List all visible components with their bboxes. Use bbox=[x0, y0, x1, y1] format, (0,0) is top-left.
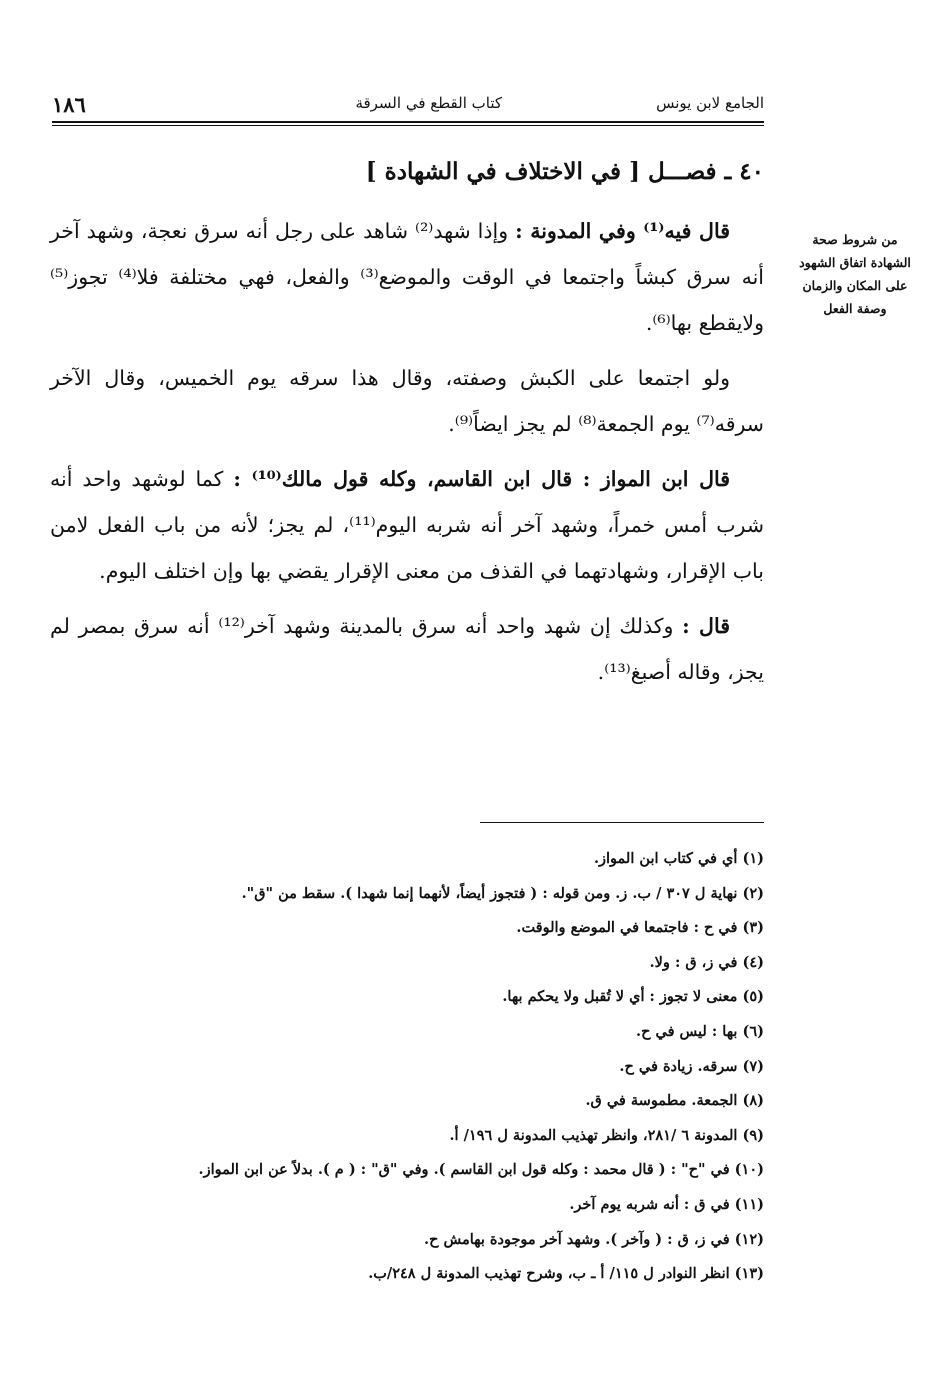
paragraph-text: وإذا شهد⁽²⁾ شاهد على رجل أنه سرق نعجة، وشهد آخر أنه سرق كبشاً واجتمعا في الوقت والموضع⁽³⁾ والفعل، فهي مختلفة فلا⁽⁴⁾ تجوز⁽⁵⁾ ولايقطع بها⁽⁶⁾. bbox=[50, 219, 764, 335]
main-text bbox=[50, 208, 764, 704]
footnote: (٢) نهاية ل ٣٠٧ / ب. ز. ومن قوله : ( فتجوز أيضاً، لأنهما إنما شهدا ). سقط من "ق". bbox=[241, 884, 764, 902]
footnote: (٨) الجمعة. مطموسة في ق. bbox=[585, 1092, 764, 1110]
paragraph-text: وكذلك إن شهد واحد أنه سرق بالمدينة وشهد آخر⁽¹²⁾ أنه سرق بمصر لم يجز، وقاله أصبغ⁽¹³⁾. bbox=[50, 614, 764, 684]
footnote: (١٣) انظر النوادر ل ١١٥/ أ ـ ب، وشرح تهذيب المدونة ل ٢٤٨/ب. bbox=[368, 1265, 764, 1283]
margin-note bbox=[780, 228, 930, 320]
margin-note-line: الشهادة اتفاق الشهود bbox=[799, 255, 911, 270]
footnote: (٣) في ح : فاجتمعا في الموضع والوقت. bbox=[516, 919, 764, 937]
paragraph bbox=[50, 355, 764, 447]
footnote: (٦) بها : ليس في ح. bbox=[636, 1022, 764, 1040]
section-title: ٤٠ ـ فصـــل [ في الاختلاف في الشهادة ] bbox=[365, 158, 764, 185]
margin-note-line: على المكان والزمان bbox=[802, 278, 908, 293]
footnote: (٩) المدونة ٦ /٢٨١، وانظر تهذيب المدونة ل ١٩٦/ أ. bbox=[449, 1126, 764, 1144]
footnote: (١) أي في كتاب ابن المواز. bbox=[593, 850, 764, 867]
footnote: (١٢) في ز، ق : ( وآخر ). وشهد آخر موجودة بهامش ح. bbox=[424, 1230, 764, 1248]
paragraph bbox=[50, 456, 764, 594]
paragraph-lead: قال : bbox=[682, 614, 731, 638]
paragraph-text: ولو اجتمعا على الكبش وصفته، وقال هذا سرقه يوم الخميس، وقال الآخر سرقه⁽⁷⁾ يوم الجمعة⁽⁸⁾ لم يجز ايضاً⁽⁹⁾. bbox=[50, 366, 764, 436]
footnote: (٧) سرقه. زيادة في ح. bbox=[619, 1057, 764, 1075]
footnote: (٥) معنى لا تجوز : أي لا تُقبل ولا يحكم بها. bbox=[502, 988, 764, 1006]
header-rule bbox=[52, 121, 764, 126]
margin-note-line: من شروط صحة bbox=[812, 232, 898, 247]
footnote: (١١) في ق : أنه شربه يوم آخر. bbox=[569, 1195, 764, 1213]
footnote-separator bbox=[480, 822, 764, 823]
margin-note-line: وصفة الفعل bbox=[823, 301, 887, 316]
footnotes bbox=[80, 842, 764, 1292]
footnote: (٤) في ز، ق : ولا. bbox=[649, 953, 764, 971]
paragraph bbox=[50, 208, 764, 346]
paragraph-lead: قال فيه⁽¹⁾ وفي المدونة : bbox=[515, 219, 730, 243]
book-title: الجامع لابن يونس bbox=[656, 94, 764, 112]
paragraph-text: كما لوشهد واحد أنه شرب أمس خمراً، وشهد آخر أنه شربه اليوم⁽¹¹⁾، لم يجز؛ لأنه من باب الفعل لامن باب الإقرار، وشهادتهما في القذف من معنى الإقرار يقضي بها وإن اختلف اليوم. bbox=[50, 467, 764, 583]
running-header bbox=[52, 92, 764, 120]
paragraph-lead: قال ابن المواز : قال ابن القاسم، وكله قول مالك⁽¹⁰⁾ : bbox=[233, 467, 731, 491]
chapter-title: كتاب القطع في السرقة bbox=[355, 94, 502, 112]
paragraph bbox=[50, 603, 764, 695]
page-number: ١٨٦ bbox=[52, 92, 86, 117]
footnote: (١٠) في "ح" : ( قال محمد : وكله قول ابن القاسم ). وفي "ق" : ( م ). بدلاً عن ابن المواز. bbox=[198, 1161, 764, 1179]
